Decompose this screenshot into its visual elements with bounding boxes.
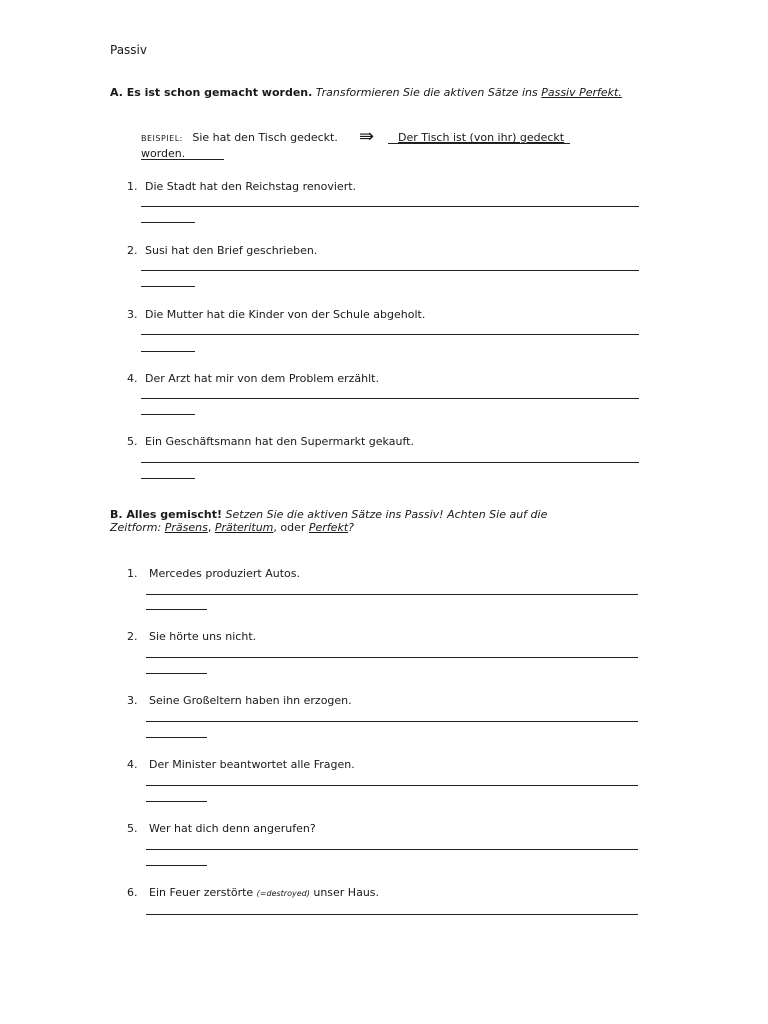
item-number: 2. [127, 630, 138, 643]
answer-line[interactable] [146, 673, 207, 674]
tense-praesens: Präsens [164, 521, 208, 534]
answer-line[interactable] [146, 609, 207, 610]
item-text: Mercedes produziert Autos. [149, 567, 300, 580]
list-item [127, 567, 300, 580]
item-number: 4. [127, 758, 138, 771]
section-b-prefix: Zeitform: [110, 521, 162, 534]
item-number: 4. [127, 372, 138, 385]
item-number: 2. [127, 244, 138, 257]
list-item [127, 758, 355, 771]
answer-line[interactable] [141, 462, 639, 463]
section-a-label: A. Es ist schon gemacht worden. [110, 86, 313, 99]
list-item [127, 372, 379, 385]
answer-line[interactable] [146, 721, 638, 722]
answer-line[interactable] [146, 914, 638, 915]
example-answer-line-2 [141, 159, 224, 160]
answer-line[interactable] [146, 785, 638, 786]
item-number: 1. [127, 567, 138, 580]
answer-line[interactable] [146, 737, 207, 738]
section-b-instruction: Setzen Sie die aktiven Sätze ins Passiv! Achten Sie auf die [225, 508, 548, 521]
list-item [127, 630, 256, 643]
section-b-heading-line2 [110, 521, 354, 534]
section-b-heading [110, 508, 547, 521]
list-item [127, 886, 379, 899]
answer-line[interactable] [146, 657, 638, 658]
example-sentence: Sie hat den Tisch gedeckt. [192, 131, 338, 144]
section-a-heading [110, 86, 622, 99]
answer-line[interactable] [146, 594, 638, 595]
answer-line[interactable] [146, 801, 207, 802]
item-number: 1. [127, 180, 138, 193]
item-number: 3. [127, 308, 138, 321]
answer-line[interactable] [141, 206, 639, 207]
list-item [127, 694, 352, 707]
answer-line[interactable] [141, 478, 195, 479]
separator: , oder [273, 521, 306, 534]
answer-line[interactable] [141, 222, 195, 223]
answer-line[interactable] [141, 286, 195, 287]
answer-line[interactable] [146, 865, 207, 866]
section-b-label: B. Alles gemischt! [110, 508, 223, 521]
item-note: (=destroyed) [256, 889, 310, 898]
example-row [141, 131, 338, 144]
example-answer-part1: Der Tisch ist (von ihr) gedeckt [398, 131, 565, 144]
item-text: Die Stadt hat den Reichstag renoviert. [145, 180, 357, 193]
list-item [127, 822, 316, 835]
item-number: 3. [127, 694, 138, 707]
item-text: Ein Geschäftsmann hat den Supermarkt gekauft. [145, 435, 414, 448]
example-answer-part2: worden. [141, 147, 186, 160]
list-item [127, 308, 425, 321]
list-item [127, 180, 356, 193]
item-text: Der Arzt hat mir von dem Problem erzählt. [145, 372, 379, 385]
answer-line[interactable] [141, 351, 195, 352]
item-text: Sie hörte uns nicht. [149, 630, 257, 643]
separator: , [207, 521, 212, 534]
section-a-target: Passiv Perfekt. [541, 86, 622, 99]
arrow-icon: ⇛ [359, 126, 375, 147]
item-text: Wer hat dich denn angerufen? [149, 822, 316, 835]
question-mark: ? [348, 521, 354, 534]
example-answer-line [388, 143, 570, 144]
answer-line[interactable] [141, 414, 195, 415]
answer-line[interactable] [141, 270, 639, 271]
item-text: Die Mutter hat die Kinder von der Schule abgeholt. [145, 308, 426, 321]
list-item [127, 244, 317, 257]
list-item [127, 435, 414, 448]
item-text-after: unser Haus. [313, 886, 380, 899]
item-text: Ein Feuer zerstörte [149, 886, 254, 899]
page-title: Passiv [110, 43, 147, 57]
item-text: Seine Großeltern haben ihn erzogen. [149, 694, 352, 707]
example-label: BEISPIEL: [141, 134, 183, 143]
item-number: 5. [127, 822, 138, 835]
item-number: 6. [127, 886, 138, 899]
answer-line[interactable] [141, 334, 639, 335]
tense-perfekt: Perfekt [308, 521, 349, 534]
section-a-instruction: Transformieren Sie die aktiven Sätze ins [315, 86, 538, 99]
answer-line[interactable] [141, 398, 639, 399]
answer-line[interactable] [146, 849, 638, 850]
tense-praeteritum: Präteritum [214, 521, 274, 534]
item-text: Susi hat den Brief geschrieben. [145, 244, 318, 257]
item-text: Der Minister beantwortet alle Fragen. [149, 758, 355, 771]
item-number: 5. [127, 435, 138, 448]
